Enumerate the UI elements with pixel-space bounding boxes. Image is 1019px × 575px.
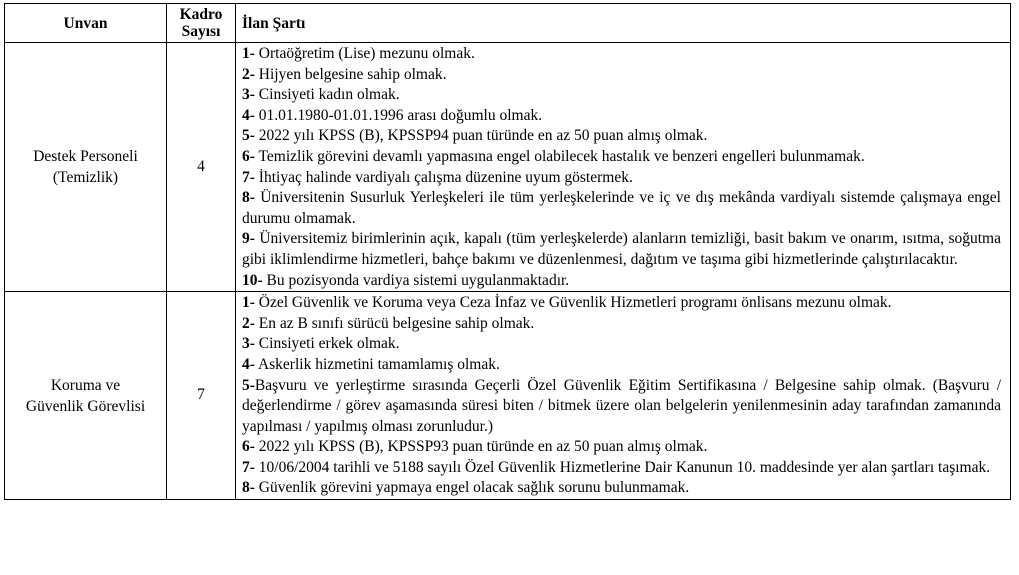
- requirement-item: [242, 334, 1001, 355]
- header-row: [5, 4, 1011, 43]
- requirement-text: İhtiyaç halinde vardiyalı çalışma düzenine uyum göstermek.: [254, 168, 633, 186]
- requirement-item: [242, 437, 1001, 458]
- requirement-item: [242, 271, 1001, 292]
- requirement-text: Güvenlik görevini yapmaya engel olacak sağlık sorunu bulunmamak.: [254, 479, 690, 497]
- requirement-item: [242, 293, 1001, 314]
- header-requirements-label: İlan Şartı: [242, 14, 306, 32]
- position-title-cell: [5, 43, 167, 292]
- requirement-item: [242, 314, 1001, 335]
- requirement-item: [242, 168, 1001, 189]
- requirement-item: [242, 229, 1001, 270]
- requirement-number: 4-: [242, 355, 255, 373]
- requirement-item: [242, 106, 1001, 127]
- requirement-item: [242, 376, 1001, 438]
- requirement-text: Bu pozisyonda vardiya sistemi uygulanmaktadır.: [262, 271, 570, 289]
- requirements-cell: [236, 43, 1011, 292]
- position-title-line1: Koruma ve: [50, 376, 121, 394]
- position-count: 7: [197, 386, 205, 404]
- position-count-cell: [167, 43, 236, 292]
- requirement-text: Özel Güvenlik ve Koruma veya Ceza İnfaz ve Güvenlik Hizmetleri programı önlisans mezunu olmak.: [254, 294, 892, 312]
- requirement-item: [242, 147, 1001, 168]
- requirement-text: Üniversitemiz birimlerinin açık, kapalı (tüm yerleşkelerde) alanların temizliği, basit bakım ve onarım, ısıtma, soğutma gibi iklimlendirme hizmetleri, bahçe bakımı ve düzenlenmesi, dağıtım ve taşıma gibi hizmetlerinde çalıştırılacaktır.: [242, 230, 1001, 268]
- position-title-cell: [5, 292, 167, 500]
- requirement-item: [242, 126, 1001, 147]
- requirement-number: 7-: [242, 168, 255, 186]
- requirement-text: Cinsiyeti kadın olmak.: [254, 86, 400, 104]
- requirement-number: 7-: [242, 458, 255, 476]
- requirement-text: En az B sınıfı sürücü belgesine sahip olmak.: [254, 314, 535, 332]
- requirement-text: Başvuru ve yerleştirme sırasında Geçerli Özel Güvenlik Eğitim Sertifikasına / Belgesine sahip olmak. (Başvuru / değerlendirme / görev aşamasında süresi biten / bitmek üzere olan belgelerin yenilenmesinin aday tarafından zamanında yapılması / yapılmış olması zorunludur.): [242, 376, 1001, 435]
- requirement-text: Üniversitenin Susurluk Yerleşkeleri ile tüm yerleşkelerinde ve iç ve dış mekânda vardiyalı sistemde çalışmaya engel durumu olmamak.: [242, 189, 1001, 227]
- position-title-line2: Güvenlik Görevlisi: [25, 397, 146, 415]
- job-requirements-table: [4, 3, 1011, 500]
- requirement-number: 9-: [242, 230, 255, 248]
- position-count: 4: [197, 157, 205, 175]
- requirement-item: [242, 355, 1001, 376]
- requirement-item: [242, 44, 1001, 65]
- header-title: [5, 4, 167, 43]
- requirement-text: 2022 yılı KPSS (B), KPSSP94 puan türünde en az 50 puan almış olmak.: [254, 127, 708, 145]
- requirement-number: 2-: [242, 65, 255, 83]
- position-title-line1: Destek Personeli: [33, 148, 138, 166]
- header-count-line1: Kadro: [179, 6, 223, 23]
- requirement-number: 2-: [242, 314, 255, 332]
- requirement-text: Hijyen belgesine sahip olmak.: [254, 65, 447, 83]
- requirement-number: 3-: [242, 335, 255, 353]
- requirement-number: 6-: [242, 147, 255, 165]
- header-count-line2: Sayısı: [181, 23, 221, 40]
- requirement-text: Ortaöğretim (Lise) mezunu olmak.: [254, 45, 475, 62]
- position-title-line2: (Temizlik): [52, 169, 119, 187]
- requirement-text: Cinsiyeti erkek olmak.: [254, 335, 400, 353]
- requirement-text: 01.01.1980-01.01.1996 arası doğumlu olmak.: [254, 106, 543, 124]
- requirement-number: 8-: [242, 189, 255, 207]
- requirement-number: 5-: [242, 376, 255, 394]
- requirement-text: Temizlik görevini devamlı yapmasına engel olabilecek hastalık ve benzeri engelleri bulunmamak.: [254, 147, 865, 165]
- requirement-number: 3-: [242, 86, 255, 104]
- requirement-item: [242, 65, 1001, 86]
- requirement-text: 2022 yılı KPSS (B), KPSSP93 puan türünde en az 50 puan almış olmak.: [254, 438, 708, 456]
- requirement-number: 8-: [242, 479, 255, 497]
- requirements-cell: [236, 292, 1011, 500]
- table-row: [5, 292, 1011, 500]
- requirement-item: [242, 188, 1001, 229]
- table-row: [5, 43, 1011, 292]
- requirement-number: 5-: [242, 127, 255, 145]
- requirement-number: 1-: [242, 294, 255, 312]
- requirement-text: Askerlik hizmetini tamamlamış olmak.: [254, 355, 500, 373]
- requirement-item: [242, 85, 1001, 106]
- position-count-cell: [167, 292, 236, 500]
- header-requirements: [236, 4, 1011, 43]
- header-title-label: Unvan: [63, 14, 108, 32]
- requirement-item: [242, 478, 1001, 499]
- requirement-number: 1-: [242, 45, 255, 62]
- requirement-item: [242, 458, 1001, 479]
- requirement-number: 4-: [242, 106, 255, 124]
- requirement-text: 10/06/2004 tarihli ve 5188 sayılı Özel Güvenlik Hizmetlerine Dair Kanunun 10. maddesinde yer alan şartları taşımak.: [254, 458, 991, 476]
- requirement-number: 6-: [242, 438, 255, 456]
- header-count: [167, 4, 236, 43]
- requirement-number: 10-: [242, 271, 263, 289]
